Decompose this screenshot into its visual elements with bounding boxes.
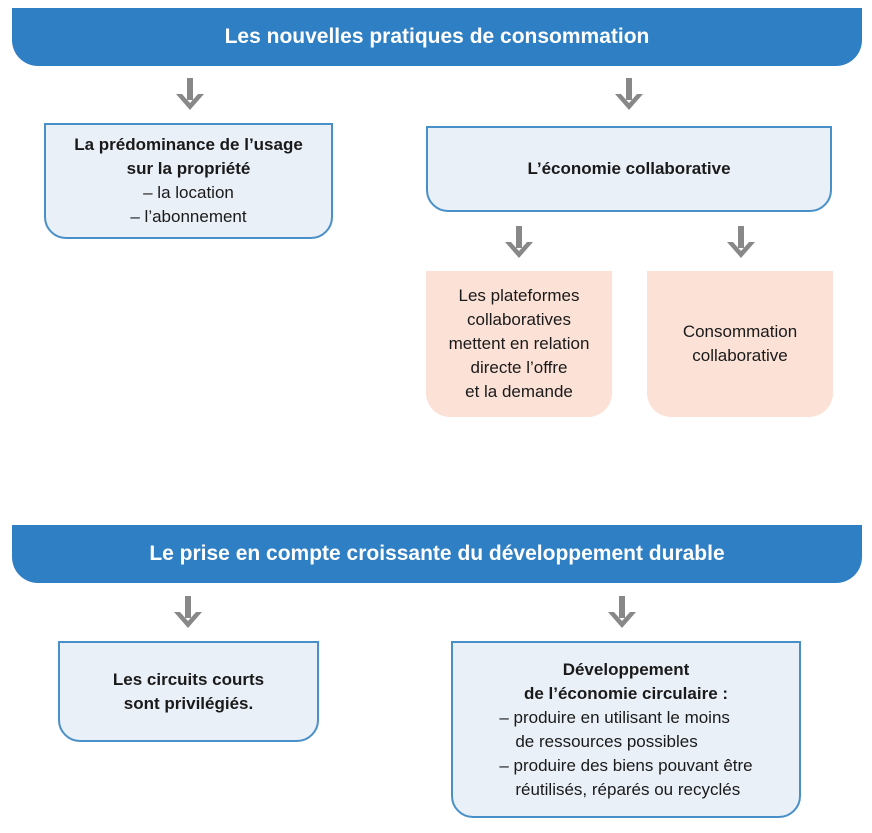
box-line: Les circuits courts bbox=[112, 669, 265, 689]
arrow-down-icon bbox=[727, 226, 755, 260]
box-title-line: La prédominance de l’usage bbox=[74, 135, 303, 154]
box-usage-over-ownership bbox=[44, 123, 333, 239]
box-short-circuits bbox=[58, 641, 319, 742]
box-line: collaborative bbox=[692, 346, 788, 365]
arrow-down-icon bbox=[608, 596, 636, 630]
box-line: directe l’offre bbox=[470, 358, 568, 377]
banner-title: Le prise en compte croissante du développement durable bbox=[149, 542, 725, 565]
list-item-line: – produire des biens pouvant être bbox=[499, 755, 753, 775]
list-item-line: réutilisés, réparés ou recyclés bbox=[515, 779, 741, 799]
box-line: mettent en relation bbox=[448, 334, 590, 353]
box-title-line: sur la propriété bbox=[126, 159, 251, 178]
list-item-line: de ressources possibles bbox=[515, 731, 698, 751]
box-line: sont privilégiés. bbox=[123, 693, 254, 713]
arrow-down-icon bbox=[505, 226, 533, 260]
list-item-line: – produire en utilisant le moins bbox=[499, 707, 730, 727]
list-item bbox=[499, 754, 752, 802]
banner-consumption-practices bbox=[12, 8, 862, 66]
box-title-line: Développement bbox=[562, 659, 690, 679]
bullet-list bbox=[499, 706, 752, 802]
box-collaborative-platforms bbox=[426, 271, 612, 417]
arrow-down-icon bbox=[174, 596, 202, 630]
box-line: Les plateformes bbox=[458, 286, 580, 305]
banner-title: Les nouvelles pratiques de consommation bbox=[224, 25, 650, 48]
arrow-down-icon bbox=[615, 78, 643, 112]
box-title: L’économie collaborative bbox=[527, 159, 731, 178]
banner-sustainable-development bbox=[12, 525, 862, 583]
list-item bbox=[499, 706, 752, 754]
list-item: – l’abonnement bbox=[130, 207, 247, 226]
arrow-down-icon bbox=[176, 78, 204, 112]
box-line: collaboratives bbox=[467, 310, 571, 329]
box-circular-economy bbox=[451, 641, 801, 818]
list-item: – la location bbox=[143, 183, 234, 202]
box-collaborative-consumption bbox=[647, 271, 833, 417]
box-line: et la demande bbox=[465, 382, 573, 401]
box-collaborative-economy bbox=[426, 126, 832, 212]
box-line: Consommation bbox=[682, 322, 798, 341]
box-title-line: de l’économie circulaire : bbox=[523, 683, 729, 703]
